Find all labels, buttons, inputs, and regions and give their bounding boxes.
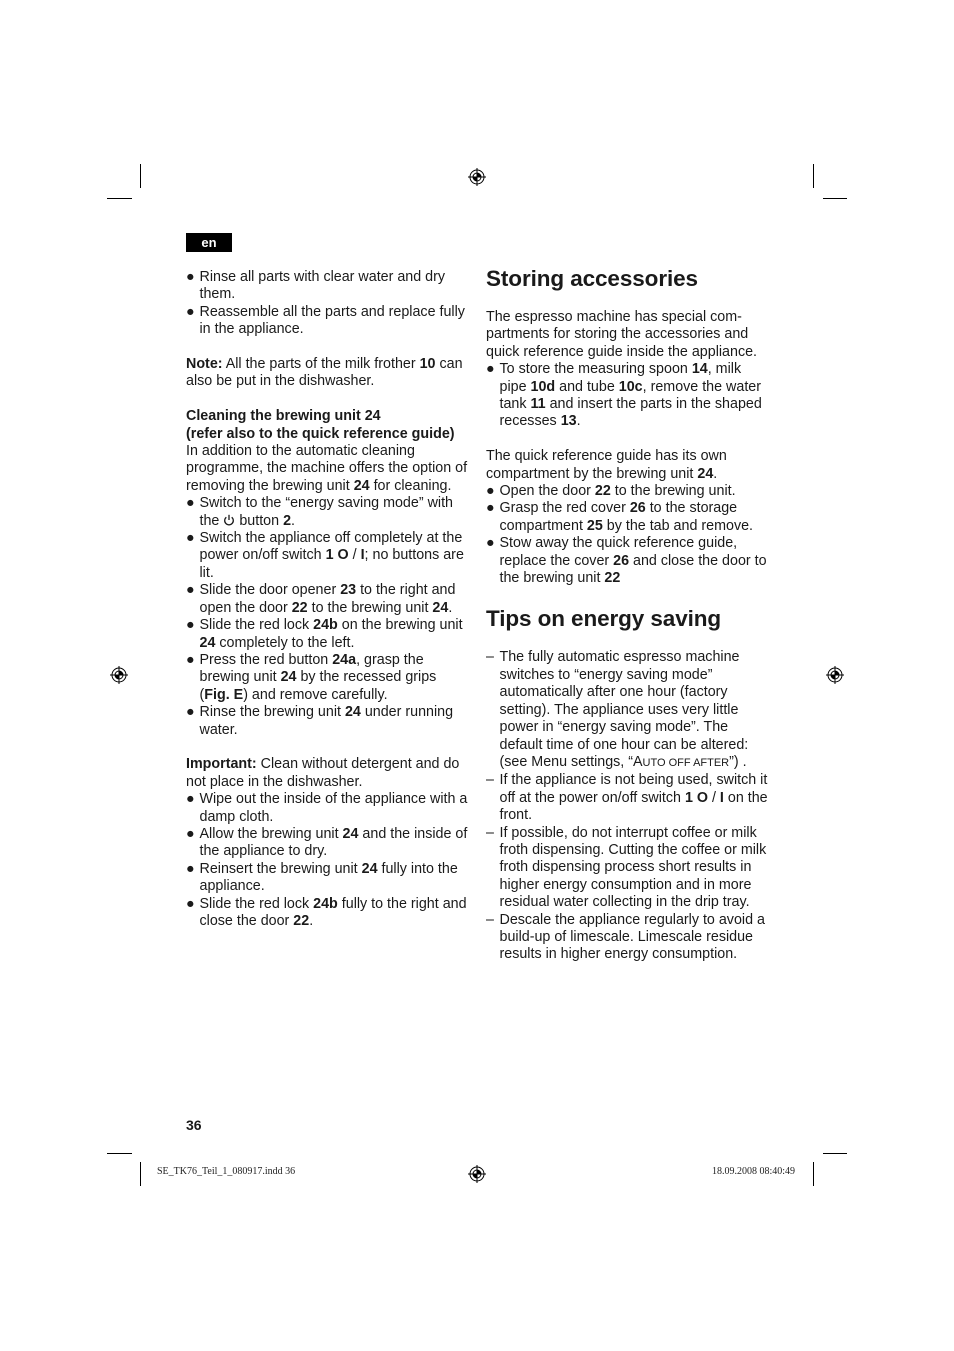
- list-item: ● Stow away the quick reference guide, replace the cover 26 and close the door to the brewing unit 22: [486, 535, 767, 587]
- note-paragraph: Note: All the parts of the milk frother 10 can also be put in the dishwasher.: [186, 356, 463, 390]
- crop-mark: [107, 1153, 132, 1154]
- paragraph: The espresso machine has special com-partments for storing the accessories and quick reference guide inside the appliance.: [486, 309, 758, 360]
- list-item: – The fully automatic espresso machine switches to “energy saving mode” automatically after one hour (factory setting). The appliance uses very little power in “energy saving mode”. The default time of one hour can be altered: (see Menu settings, “AUTO OFF AFTER”) .: [486, 649, 749, 770]
- list-item: ● Rinse the brewing unit 24 under running water.: [186, 704, 454, 738]
- list-item: – If the appliance is not being used, switch it off at the power on/off switch 1 O / I on the front.: [486, 772, 768, 824]
- page-number: 36: [186, 1117, 202, 1133]
- list-item: ● Slide the red lock 24b fully to the right and close the door 22.: [186, 895, 467, 929]
- section-heading: Cleaning the brewing unit 24: [186, 408, 381, 425]
- left-column: [186, 269, 470, 930]
- list-item: ● Rinse all parts with clear water and dry them.: [186, 269, 446, 303]
- registration-mark-icon: [110, 666, 128, 684]
- paragraph: The quick reference guide has its own compartment by the brewing unit 24.: [486, 448, 727, 482]
- crop-mark: [813, 1162, 814, 1186]
- important-paragraph: Important: Clean without detergent and do not place in the dishwasher.: [186, 756, 460, 790]
- list-item: ● Grasp the red cover 26 to the storage compartment 25 by the tab and remove.: [486, 500, 754, 534]
- list-item: ● Open the door 22 to the brewing unit.: [486, 483, 736, 500]
- list-item: ● Press the red button 24a, grasp the brewing unit 24 by the recessed grips (Fig. E) and remove carefully.: [186, 651, 437, 703]
- slug-filename: SE_TK76_Teil_1_080917.indd 36: [157, 1166, 296, 1177]
- list-item: – If possible, do not interrupt coffee or milk froth dispensing. Cutting the coffee or milk froth dispensing process short results in higher energy consumption and in more residual water collecting in the drip tray.: [486, 824, 767, 911]
- crop-mark: [813, 164, 814, 188]
- power-icon: [223, 514, 235, 527]
- list-item: ● Switch to the “energy saving mode” with the button 2.: [186, 495, 453, 529]
- registration-mark-icon: [468, 1165, 486, 1183]
- list-item: ● Reassemble all the parts and replace fully in the appliance.: [186, 303, 465, 338]
- registration-mark-icon: [826, 666, 844, 684]
- list-item: ● Switch the appliance off completely at the power on/off switch 1 O / I; no buttons are lit.: [186, 530, 464, 581]
- heading-storing-accessories: Storing accessories: [486, 266, 698, 291]
- crop-mark: [140, 164, 141, 188]
- list-item: ● Slide the door opener 23 to the right and open the door 22 to the brewing unit 24.: [186, 582, 456, 616]
- crop-mark: [823, 1153, 847, 1154]
- crop-mark: [823, 198, 847, 199]
- paragraph: In addition to the automatic cleaning programme, the machine offers the option of removing the brewing unit 24 for cleaning.: [186, 443, 468, 494]
- list-item: ● Allow the brewing unit 24 and the inside of the appliance to dry.: [186, 825, 468, 860]
- heading-tips-energy-saving: Tips on energy saving: [486, 606, 722, 632]
- list-item: – Descale the appliance regularly to avoid a build-up of limescale. Limescale residue results in higher energy consumption.: [486, 911, 765, 963]
- crop-mark: [107, 198, 132, 199]
- list-item: ● To store the measuring spoon 14, milk pipe 10d and tube 10c, remove the water tank 11 and insert the parts in the shaped recesses 13.: [486, 361, 762, 430]
- section-subheading: (refer also to the quick reference guide): [186, 425, 455, 442]
- registration-mark-icon: [468, 168, 486, 186]
- right-column: [486, 265, 770, 964]
- slug-timestamp: 18.09.2008 08:40:49: [712, 1166, 796, 1177]
- list-item: ● Wipe out the inside of the appliance with a damp cloth.: [186, 791, 468, 825]
- list-item: ● Slide the red lock 24b on the brewing unit 24 completely to the left.: [186, 617, 463, 651]
- list-item: ● Reinsert the brewing unit 24 fully into the appliance.: [186, 860, 458, 895]
- crop-mark: [140, 1162, 141, 1186]
- language-tab: en: [186, 233, 232, 252]
